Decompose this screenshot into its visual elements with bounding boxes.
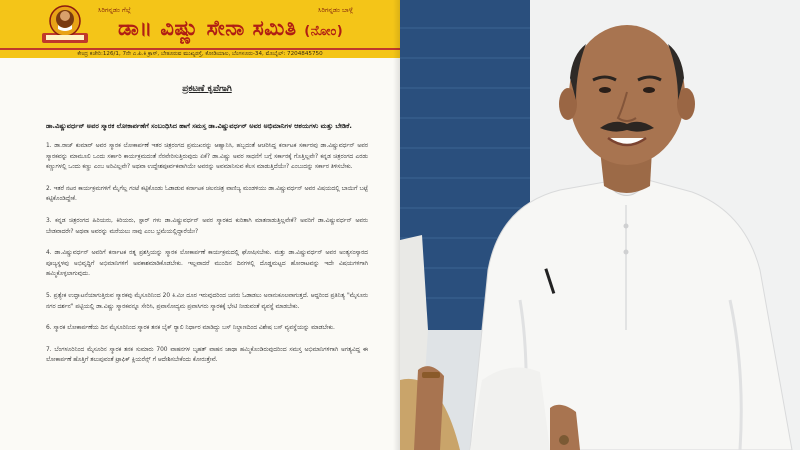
letterhead-address: ಕೇಂದ್ರ ಕಚೇರಿ:126/1, 7ನೇ ಎ.ಪಿ.ಕಿ ಕ್ರಾಸ್, ಬೇತೂರುವ ಮುಖ್ಯರಸ್ತೆ, ಕೋಡಿಯಾಲ, ಬೆಂಗಳೂರು-34, ಮೊಬೈಲ್: 7204845750 — [77, 51, 323, 57]
letter-point: 3. ಕನ್ನಡ ಚಿತ್ರರಂಗದ ಹಿರಿಯರು, ಕಿರಿಯರು, ಸ್ಟಾರ್ ಗಳು ಡಾ.ವಿಷ್ಣುವರ್ಧನ್ ಅವರ ಸ್ಮಾರಕದ ಕುರಿತಾಗಿ ಮಾತನಾಡುತ್ತಿಲ್ಲವೇಕೆ? ಅವರಿಗೆ ಡಾ.ವಿಷ್ಣುವರ್ಧನ್ ಅವರು ಬೇಡವಾದರೇ? ಅಥವಾ ಅವರನ್ನು ಮರೆಯಲು ನಾವು ಎಂಬ ಭ್ರಮೆಯಲ್ಲಿದ್ದಾರೆಯೇ? — [46, 217, 368, 235]
portrait-illustration — [400, 0, 800, 450]
letter-heading: ಪ್ರಕಟಣೆ ಕೃಪೆಗಾಗಿ — [182, 84, 232, 94]
motto-left: ಸಿರಿಗನ್ನಡಂ ಗೆಲ್ಗೆ — [98, 6, 131, 14]
letter-point: 5. ಪ್ರತ್ಯೇಕ ಉದ್ಘಾಟನೆಯಾಗುತ್ತಿರುವ ಸ್ಮಾರಕವು ಮೈಸೂರಿನಿಂದ 20 ಕಿ.ಮೀ ದೂರ ಇರುವುದರಿಂದ ಜನರು ಓಡಾಡಲು ಅನಾನುಕೂಲವಾಗುತ್ತದೆ. ಆದ್ದರಿಂದ ಪ್ರತಿನಿತ್ಯ "ಮೈಸೂರು ನಗರ ದರ್ಶನ" ಪಟ್ಟಿಯಲ್ಲಿ ಡಾ.ವಿಷ್ಣು ಸ್ಮಾರಕವನ್ನೂ ಸೇರಿಸಿ, ಪ್ರವಾಸೋದ್ಯಮ ಪ್ರವಾಸಿಗರು ಸ್ಮಾರಕಕ್ಕೆ ಭೇಟಿ ನೀಡುವಂತೆ ವ್ಯವಸ್ಥೆ ಮಾಡಬೇಕು. — [46, 292, 368, 310]
portrait-photo — [400, 0, 800, 450]
letter-subject: ಡಾ.ವಿಷ್ಣುವರ್ಧನ್ ಅವರ ಸ್ಮಾರಕ ಲೋಕಾರ್ಪಣೆಗೆ ಸಂಬಂಧಿಸಿದ ಹಾಗೆ ಸಮಸ್ತ ಡಾ.ವಿಷ್ಣುವರ್ಧನ್ ಅವರ ಅಭಿಮಾನಿಗಳ ಆಶಯಗಳು ಮತ್ತು ಬೇಡಿಕೆ. — [46, 122, 352, 130]
motto-right: ಸಿರಿಗನ್ನಡಂ ಬಾಳ್ಗೆ — [318, 6, 353, 14]
organization-name-text: ಡಾ॥ ವಿಷ್ಣು ಸೇನಾ ಸಮಿತಿ — [118, 16, 297, 40]
page-edge-shadow — [393, 0, 400, 450]
organization-emblem-icon — [38, 3, 92, 48]
letterhead — [0, 0, 400, 58]
organization-registered-tag: (ನೋಂ) — [304, 24, 344, 39]
letter-point: 7. ಬೆಂಗಳೂರಿನಿಂದ ಮೈಸೂರಿನ ಸ್ಮಾರಕ ತನಕ ಸುಮಾರು 700 ವಾಹನಗಳ ಬೃಹತ್ ವಾಹನ ಜಾಥಾ ಹಮ್ಮಿಕೊಂಡಿರುವುದರಿಂದ ಸಮಸ್ತ ಅಭಿಮಾನಿಗಳಿಗಾಗಿ ಅಗತ್ಯವಿದ್ದ ಈ ಲೋಕಾರ್ಪಣೆ ಹೊತ್ತಿಗೆ ತಲುಪುವಂತೆ ಟ್ರಾಫಿಕ್ ಕ್ಲಿಯರೆನ್ಸ್ ಗೆ ಆದೇಶಿಸಬೇಕೆಂದು ಕೋರುತ್ತೇವೆ. — [46, 346, 368, 364]
letter-point: 6. ಸ್ಮಾರಕ ಲೋಕಾರ್ಪಣೆಯ ದಿನ ಮೈಸೂರಿನಿಂದ ಸ್ಮಾರಕ ತನಕ ಬೈಕ್ ರ‍್ಯಾಲಿ ನಿರ್ಧಾರ ಮಾಡಿದ್ದು ಬಸ್ ನಿಲ್ದಾಣದಿಂದ ವಿಶೇಷ ಬಸ್ ವ್ಯವಸ್ಥೆಯನ್ನು ಮಾಡಬೇಕು. — [46, 325, 335, 332]
letterhead-divider — [0, 48, 400, 50]
letter-point: 2. ಇತರೆ ನಟರ ಕಾರ್ಯಕ್ರಮಗಳಿಗೆ ಮೈಗೆಲ್ಲ ಗಂಟೆ ಕಟ್ಟಿಕೊಂಡು ಓಡಾಡುವ ಕರ್ನಾಟಕ ಚಲನಚಿತ್ರ ವಾಣಿಜ್ಯ ಮಂಡಳಿಯು ಡಾ.ವಿಷ್ಣುವರ್ಧನ್ ಅವರ ವಿಷಯದಲ್ಲಿ ಬಾಯಿಗೆ ಬಟ್ಟೆ ಕಟ್ಟಿಕೊಂಡಿದ್ದೇಕೆ. — [46, 185, 368, 203]
letter-point: 1. ಡಾ.ರಾಜ್ ಕುಮಾರ್ ಅವರ ಸ್ಮಾರಕ ಲೋಕಾರ್ಪಣೆ ಇತರ ಚಿತ್ರರಂಗದ ಪ್ರಮುಖರನ್ನು ಆಹ್ವಾನಿಸಿ, ಹಬ್ಬದಂತೆ ಆಚರಿಸಿದ್ದ ಕರ್ನಾಟಕ ಸರ್ಕಾರವು ಡಾ.ವಿಷ್ಣುವರ್ಧನ್ ಅವರ ಸ್ಮಾರಕವನ್ನು ಮಾಮೂಲಿ ಒಂದು ಸರ್ಕಾರಿ ಕಾರ್ಯಕ್ರಮದಂತೆ ನೆರವೇರಿಸುತ್ತಿರುವುದು ಏಕೆ? ಡಾ.ವಿಷ್ಣು ಅವರ ಸಾಧನೆಗೆ ಬಗ್ಗೆ ಸರ್ಕಾರಕ್ಕೆ ಗೊತ್ತಿಲ್ಲವೇ? ಕನ್ನಡ ಚಿತ್ರರಂಗದ ಎರಡು ಕಣ್ಣುಗಳಲ್ಲಿ ಒಂದು ಕಣ್ಣು ಎಂಬ ಅರಿವಿಲ್ಲವೇ? ಅಥವಾ ಉದ್ದೇಶಪೂರ್ವಕವಾಗಿಯೇ ಅವರನ್ನು ಅವಮಾನಿಸುವ ಕೆಲಸ ಮಾಡುತ್ತಿದೆಯೇ? ಎಂಬುದನ್ನು ಸರ್ಕಾರ ತಿಳಿಸಬೇಕು. — [46, 143, 368, 171]
organization-name — [118, 16, 343, 41]
letter-point: 4. ಡಾ.ವಿಷ್ಣುವರ್ಧನ್ ಅವರಿಗೆ ಕರ್ನಾಟಕ ರತ್ನ ಪ್ರಶಸ್ತಿಯನ್ನು ಸ್ಮಾರಕ ಲೋಕಾರ್ಪಣೆ ಕಾರ್ಯಕ್ರಮದಲ್ಲಿ ಘೋಷಿಸಬೇಕು. ಮತ್ತು ಡಾ.ವಿಷ್ಣುವರ್ಧನ್ ಅವರ ಅಂತ್ಯಸಂಸ್ಕಾರದ ಪೂಜ್ಯಸ್ಥಳವು ಅಭಿವೃದ್ಧಿಗೆ ಅಭಿಮಾನಿಗಳಿಗೆ ಅವಕಾಶಮಾಡಿಕೊಡಬೇಕು. ಇಲ್ಲವಾದರೆ ಮುಂದಿನ ದಿನಗಳಲ್ಲಿ ದೊಡ್ಡಮಟ್ಟದ ಹೋರಾಟವನ್ನು ಇದೇ ವಿಷಯಗಳಿಗಾಗಿ ಹಮ್ಮಿಕೊಳ್ಳಲಾಗುವುದು. — [46, 250, 368, 278]
letter-body — [46, 62, 368, 377]
